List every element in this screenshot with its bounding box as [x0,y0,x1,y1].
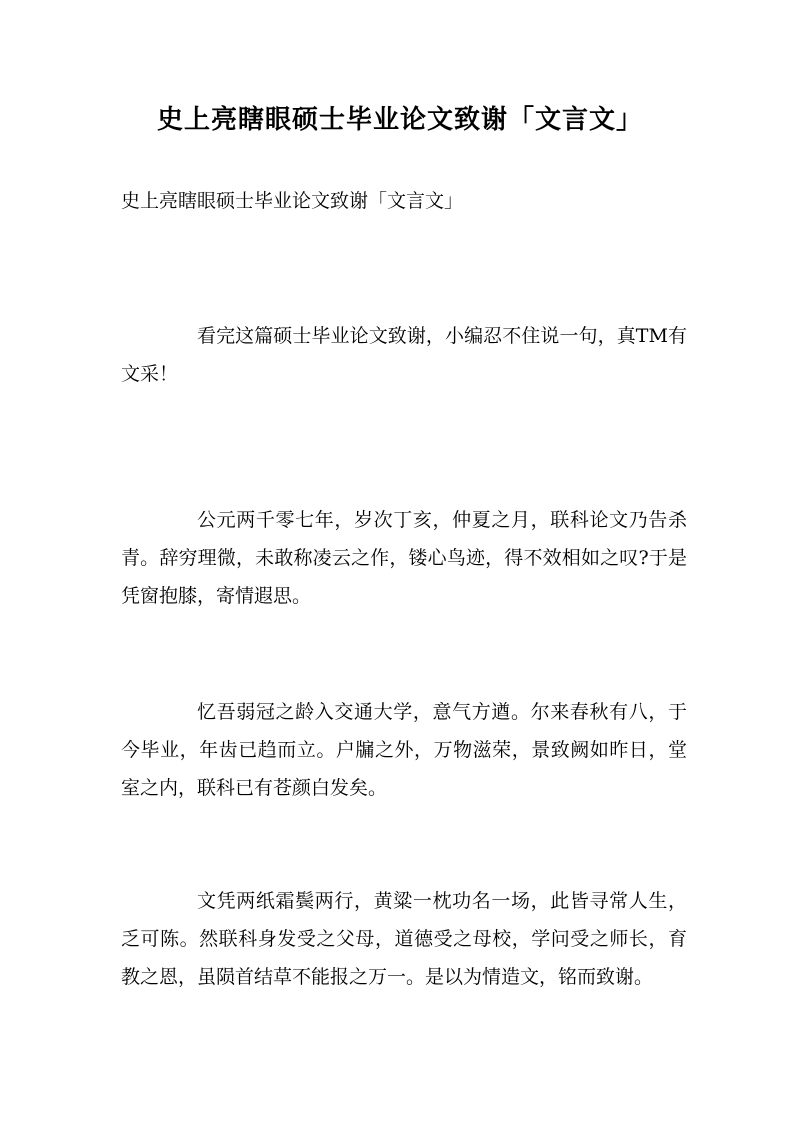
paragraph-intro: 看完这篇硕士毕业论文致谢，小编忍不住说一句，真TM有文采！ [121,325,687,385]
document-subtitle: 史上亮瞎眼硕士毕业论文致谢「文言文」 [121,190,464,212]
paragraph-completion: 公元两千零七年，岁次丁亥，仲夏之月，联科论文乃告杀青。辞穷理微，未敢称凌云之作，镂心鸟迹，得不效相如之叹?于是凭窗抱膝，寄情遐思。 [121,509,687,607]
paragraph-memories: 忆吾弱冠之龄入交通大学，意气方遒。尔来春秋有八，于今毕业，年齿已趋而立。户牖之外，万物滋荣，景致阙如昨日，堂室之内，联科已有苍颜白发矣。 [121,701,687,799]
paragraph-gratitude: 文凭两纸霜鬓两行，黄粱一枕功名一场，此皆寻常人生，乏可陈。然联科身发受之父母，道德受之母校，学问受之师长，育教之恩，虽陨首结草不能报之万一。是以为情造文，铭而致谢。 [121,890,687,988]
document-title: 史上亮瞎眼硕士毕业论文致谢「文言文」 [156,105,643,135]
